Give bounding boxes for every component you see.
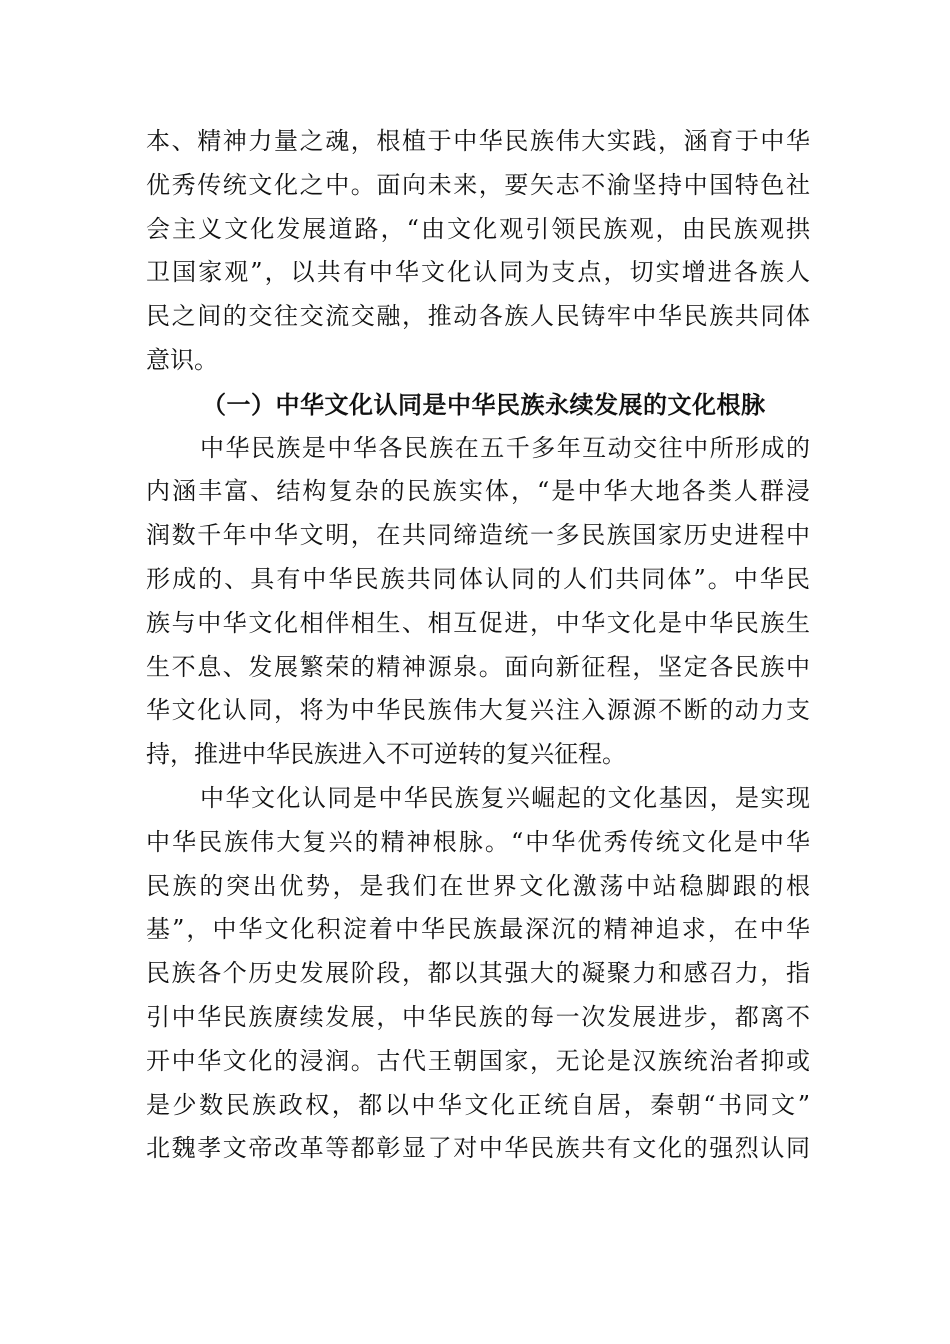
paragraph-line: 华文化认同，将为中华民族伟大复兴注入源源不断的动力支 xyxy=(146,696,810,725)
paragraph-line: 民之间的交往交流交融，推动各族人民铸牢中华民族共同体 xyxy=(146,302,810,331)
paragraph-line: 族与中华文化相伴相生、相互促进，中华文化是中华民族生 xyxy=(146,608,810,637)
paragraph-line: 中华文化认同是中华民族复兴崛起的文化基因，是实现 xyxy=(200,783,810,812)
paragraph-line: 卫国家观”，以共有中华文化认同为支点，切实增进各族人 xyxy=(146,258,810,287)
paragraph-line: 持，推进中华民族进入不可逆转的复兴征程。 xyxy=(146,740,626,769)
section-heading: （一）中华文化认同是中华民族永续发展的文化根脉 xyxy=(202,389,766,419)
paragraph-line: 会主义文化发展道路，“由文化观引领民族观，由民族观拱 xyxy=(146,214,810,243)
paragraph-line: 基”，中华文化积淀着中华民族最深沉的精神追求，在中华 xyxy=(146,915,810,944)
paragraph-line: 生不息、发展繁荣的精神源泉。面向新征程，坚定各民族中 xyxy=(146,652,810,681)
paragraph-line: 本、精神力量之魂，根植于中华民族伟大实践，涵育于中华 xyxy=(146,127,810,155)
paragraph-2 xyxy=(146,777,810,1171)
paragraph-line: 意识。 xyxy=(146,345,218,374)
paragraph-line: 开中华文化的浸润。古代王朝国家，无论是汉族统治者抑或 xyxy=(146,1046,810,1075)
paragraph-line: 民族各个历史发展阶段，都以其强大的凝聚力和感召力，指 xyxy=(146,959,810,988)
paragraph-line: 中华民族伟大复兴的精神根脉。“中华优秀传统文化是中华 xyxy=(146,827,810,856)
paragraph-line: 优秀传统文化之中。面向未来，要矢志不渝坚持中国特色社 xyxy=(146,170,810,199)
paragraph-line: 是少数民族政权，都以中华文化正统自居，秦朝“书同文” xyxy=(146,1090,810,1119)
paragraph-line: 形成的、具有中华民族共同体认同的人们共同体”。中华民 xyxy=(146,564,810,593)
paragraph-line: 中华民族是中华各民族在五千多年互动交往中所形成的 xyxy=(200,433,810,462)
paragraph-line: 引中华民族赓续发展，中华民族的每一次发展进步，都离不 xyxy=(146,1002,810,1031)
paragraph-1 xyxy=(146,427,810,777)
paragraph-line: 民族的突出优势，是我们在世界文化激荡中站稳脚跟的根 xyxy=(146,871,810,900)
paragraph-line: 润数千年中华文明，在共同缔造统一多民族国家历史进程中 xyxy=(146,521,810,550)
document-body xyxy=(146,120,810,1171)
paragraph-line: 内涵丰富、结构复杂的民族实体，“是中华大地各类人群浸 xyxy=(146,477,810,506)
intro-paragraph xyxy=(146,120,810,383)
paragraph-line: 北魏孝文帝改革等都彰显了对中华民族共有文化的强烈认同 xyxy=(146,1134,810,1163)
